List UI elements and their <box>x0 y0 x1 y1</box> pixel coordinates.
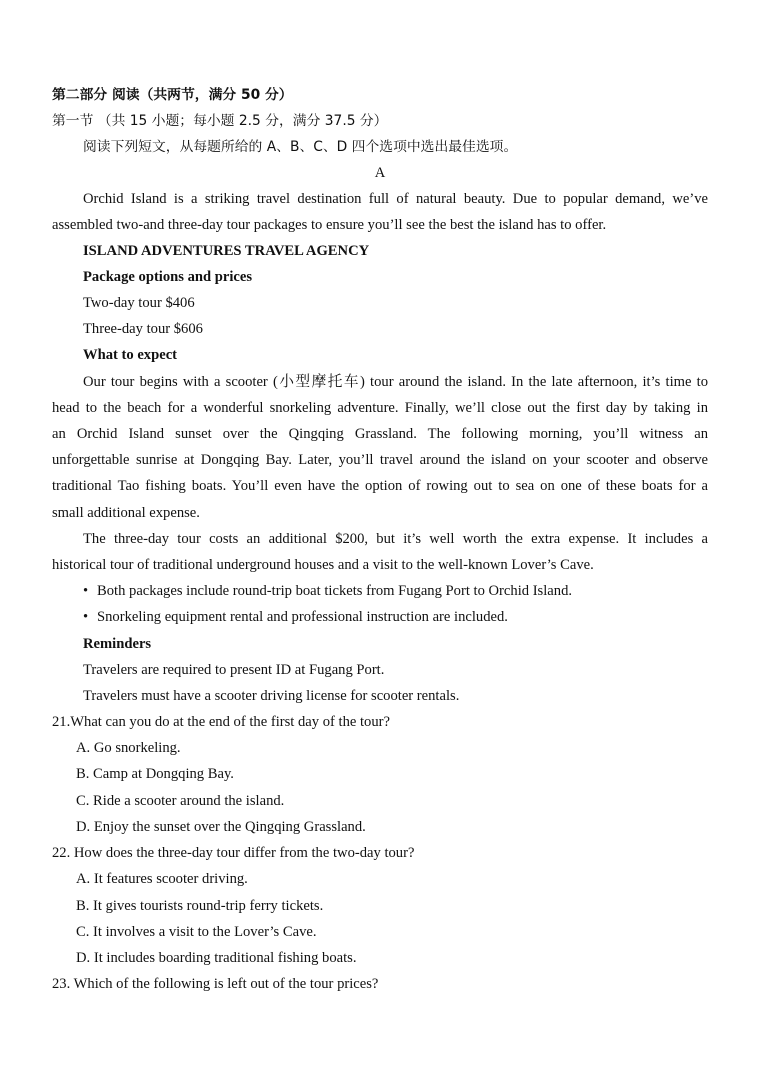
expect-line: traditional Tao fishing boats. You’ll even have the option of rowing out to sea on one of these boats for a <box>52 478 708 494</box>
three-day-line: The three-day tour costs an additional $200, but it’s well worth the extra expense. It includes a <box>83 531 708 547</box>
part-title: 第二部分 阅读（共两节，满分 50 分） <box>52 87 293 103</box>
bullet-text: Both packages include round-trip boat tickets from Fugang Port to Orchid Island. <box>97 583 573 599</box>
answer-option[interactable]: C. It involves a visit to the Lover’s Cave. <box>76 924 317 940</box>
reminder-item: Travelers are required to present ID at Fugang Port. <box>83 662 385 678</box>
expect-line: Our tour begins with a scooter (小型摩托车) tour around the island. In the late afternoon, it’s time to <box>83 374 708 390</box>
answer-option[interactable]: A. It features scooter driving. <box>76 871 248 887</box>
question-stem: 23. Which of the following is left out of the tour prices? <box>52 976 379 992</box>
answer-option[interactable]: D. It includes boarding traditional fishing boats. <box>76 950 357 966</box>
passage-label: A <box>374 165 386 181</box>
question-stem: 22. How does the three-day tour differ from the two-day tour? <box>52 845 415 861</box>
expect-heading: What to expect <box>83 347 178 363</box>
expect-line: an Orchid Island sunset over the Qingqing Grassland. The following morning, you’ll witness an <box>52 426 708 442</box>
answer-option[interactable]: B. It gives tourists round-trip ferry tickets. <box>76 898 324 914</box>
section-title: 第一节 （共 15 小题；每小题 2.5 分，满分 37.5 分） <box>52 113 388 129</box>
instruction: 阅读下列短文，从每题所给的 A、B、C、D 四个选项中选出最佳选项。 <box>83 139 518 155</box>
bullet-item <box>83 578 708 604</box>
answer-option[interactable]: D. Enjoy the sunset over the Qingqing Grassland. <box>76 819 366 835</box>
reminder-item: Travelers must have a scooter driving license for scooter rentals. <box>83 688 460 704</box>
bullet-icon: • <box>83 583 89 599</box>
reminders-heading: Reminders <box>83 636 152 652</box>
packages-heading: Package options and prices <box>83 269 253 285</box>
question-stem: 21.What can you do at the end of the first day of the tour? <box>52 714 390 730</box>
expect-line: head to the beach for a wonderful snorkeling adventure. Finally, we’ll close out the first day by taking in <box>52 400 708 416</box>
answer-option[interactable]: C. Ride a scooter around the island. <box>76 793 285 809</box>
bullet-icon: • <box>83 609 89 625</box>
bullet-item <box>83 604 708 630</box>
price-two-day: Two-day tour $406 <box>83 295 195 311</box>
intro-line: assembled two-and three-day tour packages to ensure you’ll see the best the island has to offer. <box>52 217 607 233</box>
answer-option[interactable]: A. Go snorkeling. <box>76 740 181 756</box>
bullet-text: Snorkeling equipment rental and professional instruction are included. <box>97 609 508 625</box>
three-day-line: historical tour of traditional underground houses and a visit to the well-known Lover’s Cave. <box>52 557 594 573</box>
agency-name: ISLAND ADVENTURES TRAVEL AGENCY <box>83 243 370 259</box>
expect-line: unforgettable sunrise at Dongqing Bay. Later, you’ll travel around the island on your scooter and observe <box>52 452 708 468</box>
answer-option[interactable]: B. Camp at Dongqing Bay. <box>76 766 234 782</box>
price-three-day: Three-day tour $606 <box>83 321 203 337</box>
intro-line: Orchid Island is a striking travel destination full of natural beauty. Due to popular demand, we’ve <box>83 191 708 207</box>
expect-line: small additional expense. <box>52 505 200 521</box>
